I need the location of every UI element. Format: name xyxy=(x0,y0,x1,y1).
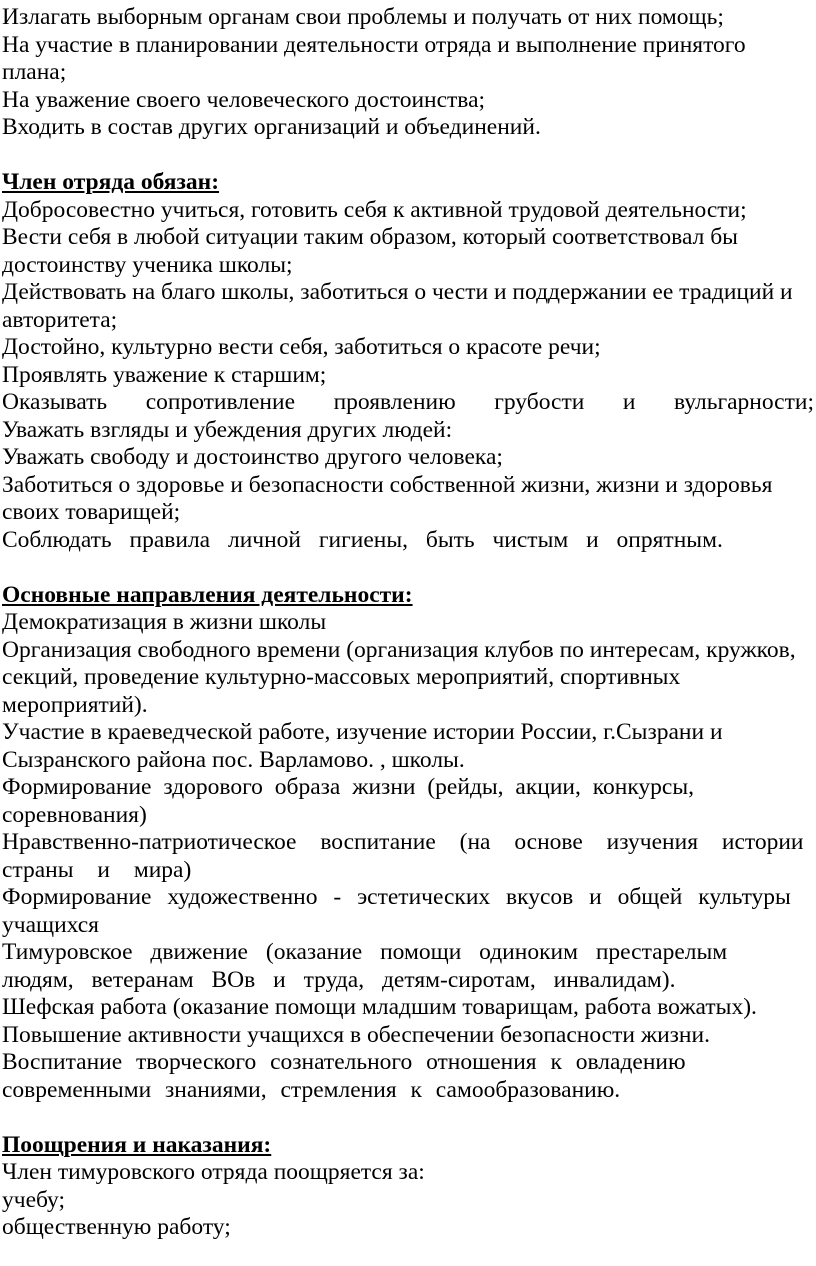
rights-item-3: На уважение своего человеческого достоинства; xyxy=(2,86,486,113)
directions-item-6: Формирование художественно - эстетических вкусов и общей культуры учащихся xyxy=(2,884,791,938)
duties-item-10: Соблюдать правила личной гигиены, быть чистым и опрятным. xyxy=(2,526,723,553)
rights-item-2: На участие в планировании деятельности отряда и выполнение принятого плана; xyxy=(2,31,746,85)
directions-item-4: Формирование здорового образа жизни (рейды, акции, конкурсы, соревнования) xyxy=(2,774,694,828)
directions-heading: Основные направления деятельности: xyxy=(2,581,413,608)
rewards-item-1: Член тимуровского отряда поощряется за: xyxy=(2,1159,425,1185)
rewards-item-2: учебу; xyxy=(2,1186,66,1213)
rewards-item-3: общественную работу; xyxy=(2,1214,231,1240)
duties-item-8: Уважать свободу и достоинство другого человека; xyxy=(2,444,503,470)
duties-heading: Член отряда обязан: xyxy=(2,169,220,195)
directions-item-8: Шефская работа (оказание помощи младшим товарищам, работа вожатых). xyxy=(2,994,757,1020)
section-gap xyxy=(2,142,814,170)
duties-item-4: Достойно, культурно вести себя, заботиться о красоте речи; xyxy=(2,334,601,360)
directions-item-9: Повышение активности учащихся в обеспечении безопасности жизни. xyxy=(2,1021,710,1048)
duties-item-6: Оказывать сопротивление проявлению грубости и вульгарности; xyxy=(2,389,814,415)
duties-item-7: Уважать взгляды и убеждения других людей: xyxy=(2,416,453,443)
directions-item-7: Тимуровское движение (оказание помощи одиноким престарелым людям, ветеранам ВОв и труда, детям-сиротам, инвалидам). xyxy=(2,939,728,993)
directions-item-2: Организация свободного времени (организация клубов по интересам, кружков, секций, проведение культурно-массовых мероприятий, спортивных мероприятий). xyxy=(2,636,796,718)
directions-item-3: Участие в краеведческой работе, изучение истории России, г.Сызрани и Сызранского района пос. Варламово. , школы. xyxy=(2,719,723,773)
duties-item-1: Добросовестно учиться, готовить себя к активной трудовой деятельности; xyxy=(2,196,747,223)
rights-item-4: Входить в состав других организаций и объединений. xyxy=(2,114,541,140)
duties-item-5: Проявлять уважение к старшим; xyxy=(2,361,327,388)
rewards-heading: Поощрения и наказания: xyxy=(2,1131,272,1158)
duties-item-3: Действовать на благо школы, заботиться о чести и поддержании ее традиций и авторитета; xyxy=(2,279,793,333)
directions-item-1: Демократизация в жизни школы xyxy=(2,609,327,635)
duties-item-2: Вести себя в любой ситуации таким образом, который соответствовал бы достоинству ученика школы; xyxy=(2,224,738,278)
rights-item-1: Излагать выборным органам свои проблемы и получать от них помощь; xyxy=(2,4,724,30)
directions-item-10: Воспитание творческого сознательного отношения к овладению современными знаниями, стремления к самообразованию. xyxy=(2,1049,686,1103)
section-gap xyxy=(2,1104,814,1132)
directions-item-5: Нравственно-патриотическое воспитание (на основе изучения истории страны и мира) xyxy=(2,829,804,883)
duties-item-9: Заботиться о здоровье и безопасности собственной жизни, жизни и здоровья своих товарищей; xyxy=(2,471,773,525)
section-gap xyxy=(2,554,814,582)
